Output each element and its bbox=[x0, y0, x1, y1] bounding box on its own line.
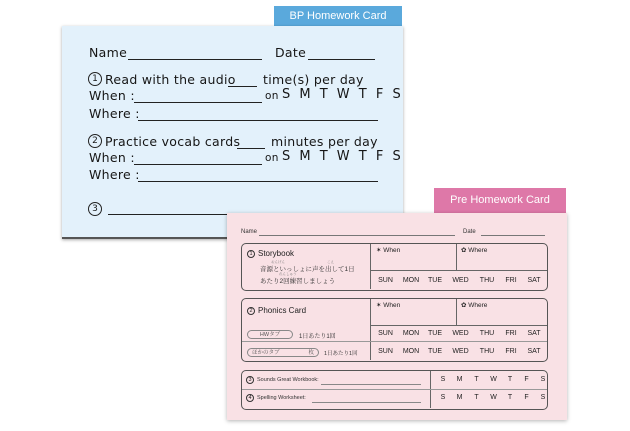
phonics-hw-tab-pill: HWタブ bbox=[247, 330, 293, 339]
phonics-other-tab-pill bbox=[247, 348, 319, 357]
bp-task2-when-label: When : bbox=[89, 150, 135, 165]
storybook-where-label: ✿ Where bbox=[461, 247, 488, 254]
day-t[interactable]: T bbox=[474, 394, 479, 401]
bp-task2-minutes-field[interactable] bbox=[237, 148, 265, 149]
day-wed[interactable]: WED bbox=[452, 277, 469, 284]
day-t[interactable]: T bbox=[507, 376, 513, 383]
day-f[interactable]: F bbox=[524, 394, 529, 401]
bp-task2-number: 2 bbox=[88, 134, 102, 148]
bp-task1-text: Read with the audio bbox=[105, 72, 236, 87]
day-thu[interactable]: THU bbox=[479, 277, 495, 284]
day-thu[interactable]: THU bbox=[479, 330, 495, 337]
phonics-other-tab-count-unit: 枚 bbox=[308, 350, 314, 356]
day-t[interactable]: T bbox=[474, 376, 479, 383]
spelling-number: 4 bbox=[246, 394, 254, 402]
phonics-when-label: ✶ When bbox=[376, 302, 401, 309]
day-sun[interactable]: SUN bbox=[378, 330, 393, 337]
pre-card-tab: Pre Homework Card bbox=[434, 188, 566, 213]
day-s[interactable]: S bbox=[540, 376, 546, 383]
workbook-label: Sounds Great Workbook: bbox=[257, 377, 319, 383]
day-sun[interactable]: SUN bbox=[378, 277, 393, 284]
pre-date-label: Date bbox=[463, 229, 476, 235]
day-fri[interactable]: FRI bbox=[505, 330, 517, 337]
bp-date-label: Date bbox=[275, 45, 307, 60]
phonics-number: 2 bbox=[247, 307, 255, 315]
day-fri[interactable]: FRI bbox=[505, 277, 517, 284]
bp-task1-number: 1 bbox=[88, 72, 102, 86]
day-tue[interactable]: TUE bbox=[428, 348, 442, 355]
day-s[interactable]: S bbox=[440, 394, 446, 401]
day-f[interactable]: F bbox=[524, 376, 529, 383]
workbook-day-row[interactable] bbox=[435, 376, 551, 383]
bp-task1-suffix: time(s) per day bbox=[263, 72, 364, 87]
worksheet-section bbox=[241, 370, 548, 410]
day-m[interactable]: M bbox=[456, 376, 463, 383]
pre-homework-card bbox=[227, 213, 567, 420]
day-mon[interactable]: MON bbox=[402, 348, 420, 355]
workbook-field[interactable] bbox=[321, 384, 421, 385]
day-s[interactable]: S bbox=[540, 394, 546, 401]
bp-task2-text: Practice vocab cards bbox=[105, 134, 241, 149]
storybook-ruby-2: こえ bbox=[327, 260, 334, 264]
day-m[interactable]: M bbox=[456, 394, 463, 401]
bp-card-tab: BP Homework Card bbox=[274, 6, 402, 26]
pre-name-label: Name bbox=[241, 229, 258, 235]
bp-task1-times-field[interactable] bbox=[228, 86, 257, 87]
bp-name-label: Name bbox=[89, 45, 128, 60]
storybook-line-2: あたり2回練習しましょう bbox=[260, 278, 336, 285]
storybook-day-row[interactable] bbox=[372, 277, 546, 284]
day-s[interactable]: S bbox=[440, 376, 446, 383]
spelling-field[interactable] bbox=[312, 402, 421, 403]
bp-task1-on-label: on bbox=[265, 90, 279, 102]
phonics-other-tab-label: ほかのタブ bbox=[252, 350, 280, 356]
day-wed[interactable]: WED bbox=[452, 348, 469, 355]
day-fri[interactable]: FRI bbox=[505, 348, 517, 355]
phonics-hw-tab-text: 1日あたり1回 bbox=[299, 334, 336, 340]
phonics-where-label: ✿ Where bbox=[461, 302, 488, 309]
bp-task2-where-label: Where : bbox=[89, 167, 140, 182]
phonics-day-row-1[interactable] bbox=[372, 330, 546, 337]
day-sat[interactable]: SAT bbox=[527, 330, 541, 337]
pre-name-field[interactable] bbox=[259, 235, 455, 236]
day-tue[interactable]: TUE bbox=[428, 277, 442, 284]
storybook-line-1: 音源といっしょに声を出して1日 bbox=[260, 266, 355, 273]
storybook-ruby-3: れんしゅう bbox=[279, 272, 297, 276]
storybook-number: 1 bbox=[247, 250, 255, 258]
bp-homework-card bbox=[62, 26, 403, 239]
day-sat[interactable]: SAT bbox=[527, 277, 541, 284]
day-sat[interactable]: SAT bbox=[527, 348, 541, 355]
day-w[interactable]: W bbox=[490, 394, 497, 401]
bp-task2-on-label: on bbox=[265, 152, 279, 164]
phonics-title: Phonics Card bbox=[258, 306, 307, 315]
storybook-ruby-1: おんげん bbox=[271, 260, 285, 264]
day-w[interactable]: W bbox=[490, 376, 497, 383]
bp-task2-where-field[interactable] bbox=[138, 181, 378, 182]
spelling-day-row[interactable] bbox=[435, 394, 551, 401]
phonics-day-row-2[interactable] bbox=[372, 348, 546, 355]
pre-date-field[interactable] bbox=[481, 235, 545, 236]
day-tue[interactable]: TUE bbox=[428, 330, 442, 337]
day-mon[interactable]: MON bbox=[402, 277, 420, 284]
day-sun[interactable]: SUN bbox=[378, 348, 393, 355]
bp-task1-when-label: When : bbox=[89, 88, 135, 103]
day-wed[interactable]: WED bbox=[452, 330, 469, 337]
day-mon[interactable]: MON bbox=[402, 330, 420, 337]
bp-task2-suffix: minutes per day bbox=[271, 134, 378, 149]
bp-task1-where-field[interactable] bbox=[138, 120, 378, 121]
bp-task2-days[interactable]: S M T W T F S bbox=[282, 149, 404, 164]
bp-task3-number: 3 bbox=[88, 202, 102, 216]
bp-task1-days[interactable]: S M T W T F S bbox=[282, 87, 404, 102]
day-thu[interactable]: THU bbox=[479, 348, 495, 355]
phonics-other-tab-text: 1日あたり1回 bbox=[324, 351, 358, 357]
storybook-title: Storybook bbox=[258, 249, 295, 258]
bp-name-field[interactable] bbox=[128, 59, 262, 60]
bp-task1-where-label: Where : bbox=[89, 106, 140, 121]
workbook-number: 3 bbox=[246, 376, 254, 384]
bp-task2-when-field[interactable] bbox=[134, 164, 262, 165]
storybook-when-label: ✶ When bbox=[376, 247, 401, 254]
bp-task1-when-field[interactable] bbox=[134, 102, 262, 103]
bp-date-field[interactable] bbox=[308, 59, 375, 60]
spelling-label: Spelling Worksheet: bbox=[257, 395, 306, 401]
day-t[interactable]: T bbox=[507, 394, 513, 401]
